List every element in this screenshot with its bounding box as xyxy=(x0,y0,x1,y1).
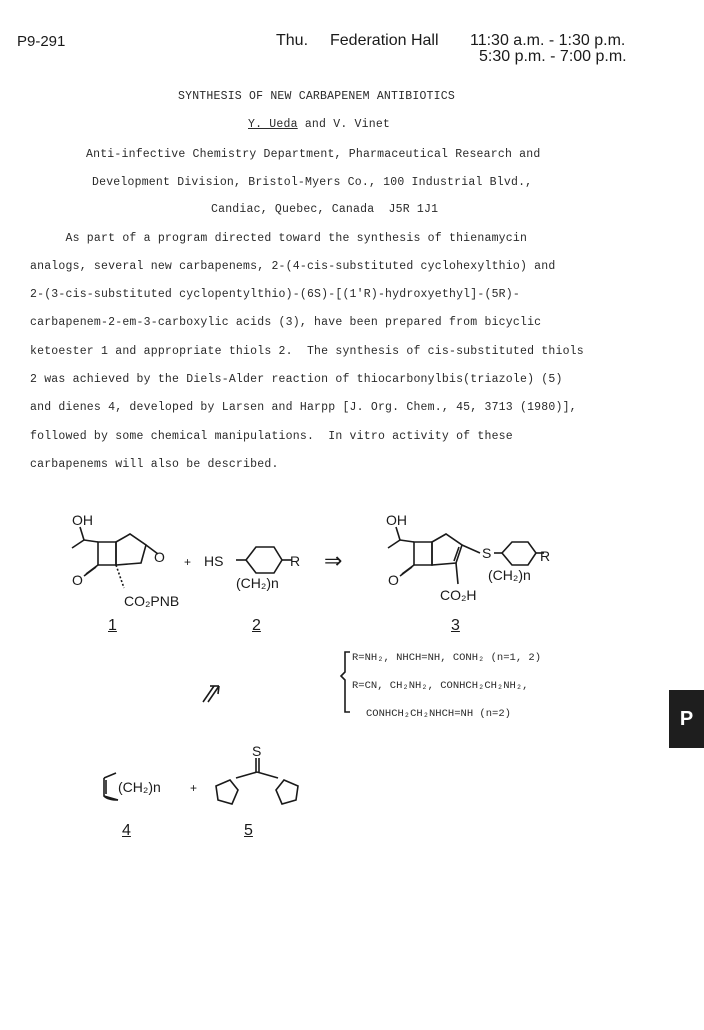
ch2n-label-4: (CH₂)n xyxy=(118,779,161,795)
body-line: and dienes 4, developed by Larsen and Harpp [J. Org. Chem., 45, 3713 (1980)], xyxy=(30,401,577,414)
affiliation-line-1: Anti-infective Chemistry Department, Pharmaceutical Research and xyxy=(86,148,541,161)
reaction-arrow: ⇒ xyxy=(324,548,343,573)
session-day: Thu. xyxy=(276,32,309,49)
substituent-note-3: CONHCH₂CH₂NHCH=NH (n=2) xyxy=(366,708,511,720)
compound-label-1: 1 xyxy=(108,617,117,634)
body-line: 2-(3-cis-substituted cyclopentylthio)-(6S)-[(1'R)-hydroxyethyl]-(5R)- xyxy=(30,288,520,301)
body-line: carbapenems will also be described. xyxy=(30,458,279,471)
abstract-title: SYNTHESIS OF NEW CARBAPENEM ANTIBIOTICS xyxy=(178,90,455,103)
co2h-label: CO₂H xyxy=(440,587,477,603)
compound-label-5: 5 xyxy=(244,822,253,839)
plus-sign-2: + xyxy=(190,781,198,795)
session-time-2: 5:30 p.m. - 7:00 p.m. xyxy=(479,48,627,65)
session-id: P9-291 xyxy=(17,33,66,50)
body-line: ketoester 1 and appropriate thiols 2. The synthesis of cis-substituted thiols xyxy=(30,345,584,358)
compound-label-4: 4 xyxy=(122,822,131,839)
section-tab-p: P xyxy=(669,690,704,748)
body-line: followed by some chemical manipulations. In vitro activity of these xyxy=(30,430,513,443)
oh-label-1: OH xyxy=(72,512,93,528)
s-label-5: S xyxy=(252,743,262,759)
author-rest: and V. Vinet xyxy=(297,118,391,131)
body-line: As part of a program directed toward the synthesis of thienamycin xyxy=(30,232,528,245)
hs-label: HS xyxy=(204,553,224,569)
session-venue: Federation Hall xyxy=(330,32,439,49)
r-label-2: R xyxy=(290,553,301,569)
substituent-note-2: R=CN, CH₂NH₂, CONHCH₂CH₂NH₂, xyxy=(352,680,529,692)
author-1: Y. Ueda xyxy=(248,118,298,131)
compound-label-3: 3 xyxy=(451,617,460,634)
body-line: analogs, several new carbapenems, 2-(4-cis-substituted cyclohexylthio) and xyxy=(30,260,556,273)
substituent-note-1: R=NH₂, NHCH=NH, CONH₂ (n=1, 2) xyxy=(352,652,542,664)
o-label-3: O xyxy=(388,572,399,588)
plus-sign-1: + xyxy=(184,555,192,569)
compound-label-2: 2 xyxy=(252,617,261,634)
s-label-3: S xyxy=(482,545,492,561)
ch2n-label-3: (CH₂)n xyxy=(488,567,531,583)
affiliation-line-2: Development Division, Bristol-Myers Co., 100 Industrial Blvd., xyxy=(92,176,533,189)
ch2n-label-2: (CH₂)n xyxy=(236,575,279,591)
co2pnb-label: CO₂PNB xyxy=(124,593,180,609)
ketone-o-label: O xyxy=(154,549,165,565)
affiliation-line-3: Candiac, Quebec, Canada J5R 1J1 xyxy=(211,203,439,216)
oh-label-3: OH xyxy=(386,512,407,528)
body-line: 2 was achieved by the Diels-Alder reaction of thiocarbonylbis(triazole) (5) xyxy=(30,373,563,386)
session-time-1: 11:30 a.m. - 1:30 p.m. xyxy=(470,32,626,49)
body-line: carbapenem-2-em-3-carboxylic acids (3), have been prepared from bicyclic xyxy=(30,316,542,329)
o-label-1: O xyxy=(72,572,83,588)
r-label-3: R xyxy=(540,548,551,564)
